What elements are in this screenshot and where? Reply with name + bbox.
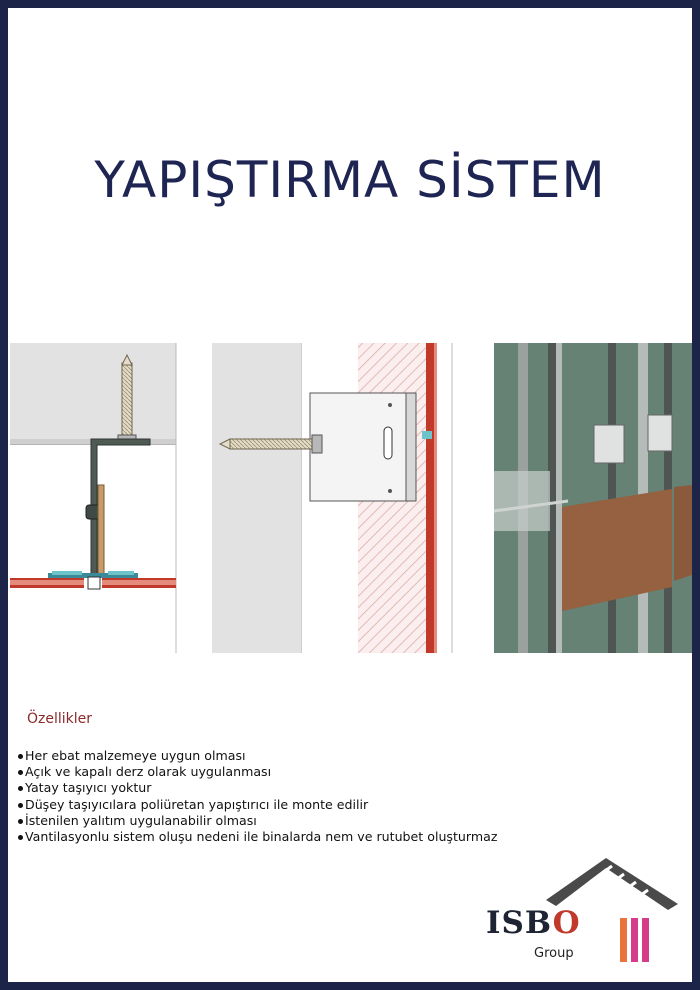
section-drawing-left bbox=[10, 343, 176, 653]
logo-wordmark: ISBO bbox=[486, 905, 581, 941]
list-item: Açık ve kapalı derz olarak uygulanması bbox=[18, 764, 497, 780]
bullet-icon bbox=[18, 803, 23, 808]
logo-subtitle: Group bbox=[534, 946, 574, 961]
house-roof-icon bbox=[546, 858, 678, 910]
section-drawing-middle bbox=[212, 343, 452, 653]
list-item: Yatay taşıyıcı yoktur bbox=[18, 780, 497, 796]
bullet-icon bbox=[18, 754, 23, 759]
features-heading: Özellikler bbox=[27, 711, 93, 727]
bullet-icon bbox=[18, 770, 23, 775]
bullet-icon bbox=[18, 835, 23, 840]
system-illustrations bbox=[8, 335, 692, 655]
bullet-icon bbox=[18, 786, 23, 791]
page-title: YAPIŞTIRMA SİSTEM bbox=[94, 151, 606, 209]
page bbox=[8, 8, 692, 982]
list-item: Her ebat malzemeye uygun olması bbox=[18, 748, 497, 764]
list-item: Vantilasyonlu sistem oluşu nedeni ile binalarda nem ve rutubet oluşturmaz bbox=[18, 829, 497, 845]
list-item: Düşey taşıyıcılara poliüretan yapıştırıcı ile monte edilir bbox=[18, 797, 497, 813]
bullet-icon bbox=[18, 819, 23, 824]
list-item: İstenilen yalıtım uygulanabilir olması bbox=[18, 813, 497, 829]
features-list bbox=[18, 748, 497, 845]
render-3d-facade bbox=[494, 343, 692, 653]
